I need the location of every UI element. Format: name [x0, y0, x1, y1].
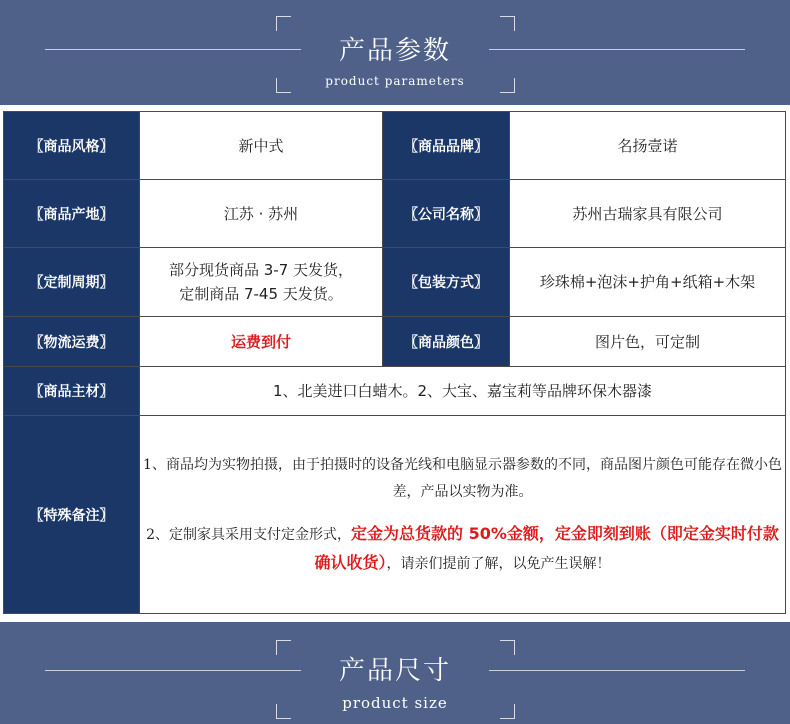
section-header-banner: [0, 0, 790, 105]
label-packaging: 〖包装方式〗: [383, 248, 510, 317]
table-row: [4, 416, 786, 614]
table-row: [4, 367, 786, 416]
section-subtitle: product size: [342, 694, 448, 712]
label-brand: 〖商品品牌〗: [383, 112, 510, 180]
note-2: [140, 520, 785, 578]
section-subtitle: product parameters: [325, 74, 465, 88]
table-row: [4, 317, 786, 367]
label-lead-time: 〖定制周期〗: [4, 248, 140, 317]
product-parameters-table: [3, 111, 786, 614]
frame-corner: [500, 16, 515, 31]
section-title: 产品参数: [338, 36, 451, 66]
label-style: 〖商品风格〗: [4, 112, 140, 180]
label-notes: 〖特殊备注〗: [4, 416, 140, 614]
value-lead-time: [140, 248, 383, 317]
label-shipping: 〖物流运费〗: [4, 317, 140, 367]
table-row: [4, 248, 786, 317]
value-packaging: 珍珠棉+泡沫+护角+纸箱+木架: [510, 248, 786, 317]
label-origin: 〖商品产地〗: [4, 180, 140, 248]
table-row: [4, 180, 786, 248]
section-header-banner-size: [0, 622, 790, 724]
lead-time-line-2: 定制商品 7-45 天发货。: [179, 285, 343, 303]
label-material: 〖商品主材〗: [4, 367, 140, 416]
value-company: 苏州古瑞家具有限公司: [510, 180, 786, 248]
note-2-prefix: 2、定制家具采用支付定金形式，: [146, 526, 352, 543]
value-color: 图片色，可定制: [510, 317, 786, 367]
label-company: 〖公司名称〗: [383, 180, 510, 248]
note-1: 1、商品均为实物拍摄，由于拍摄时的设备光线和电脑显示器参数的不同，商品图片颜色可能存在微小色差，产品以实物为准。: [143, 456, 782, 500]
value-brand: 名扬壹诺: [510, 112, 786, 180]
value-material: 1、北美进口白蜡木。2、大宝、嘉宝莉等品牌环保木器漆: [140, 367, 786, 416]
label-color: 〖商品颜色〗: [383, 317, 510, 367]
lead-time-line-1: 部分现货商品 3-7 天发货，: [168, 261, 354, 279]
frame-corner: [276, 16, 291, 31]
value-origin: 江苏 · 苏州: [140, 180, 383, 248]
value-style: 新中式: [140, 112, 383, 180]
note-2-suffix: ，请亲们提前了解，以免产生误解！: [386, 555, 611, 572]
value-shipping: 运费到付: [140, 317, 383, 367]
section-title: 产品尺寸: [338, 656, 451, 686]
value-notes: [140, 416, 786, 614]
table-row: [4, 112, 786, 180]
note-2-emphasis: 定金为总货款的 50%金额，定金即刻到账（即定金实时付款确认收货）: [314, 523, 779, 572]
